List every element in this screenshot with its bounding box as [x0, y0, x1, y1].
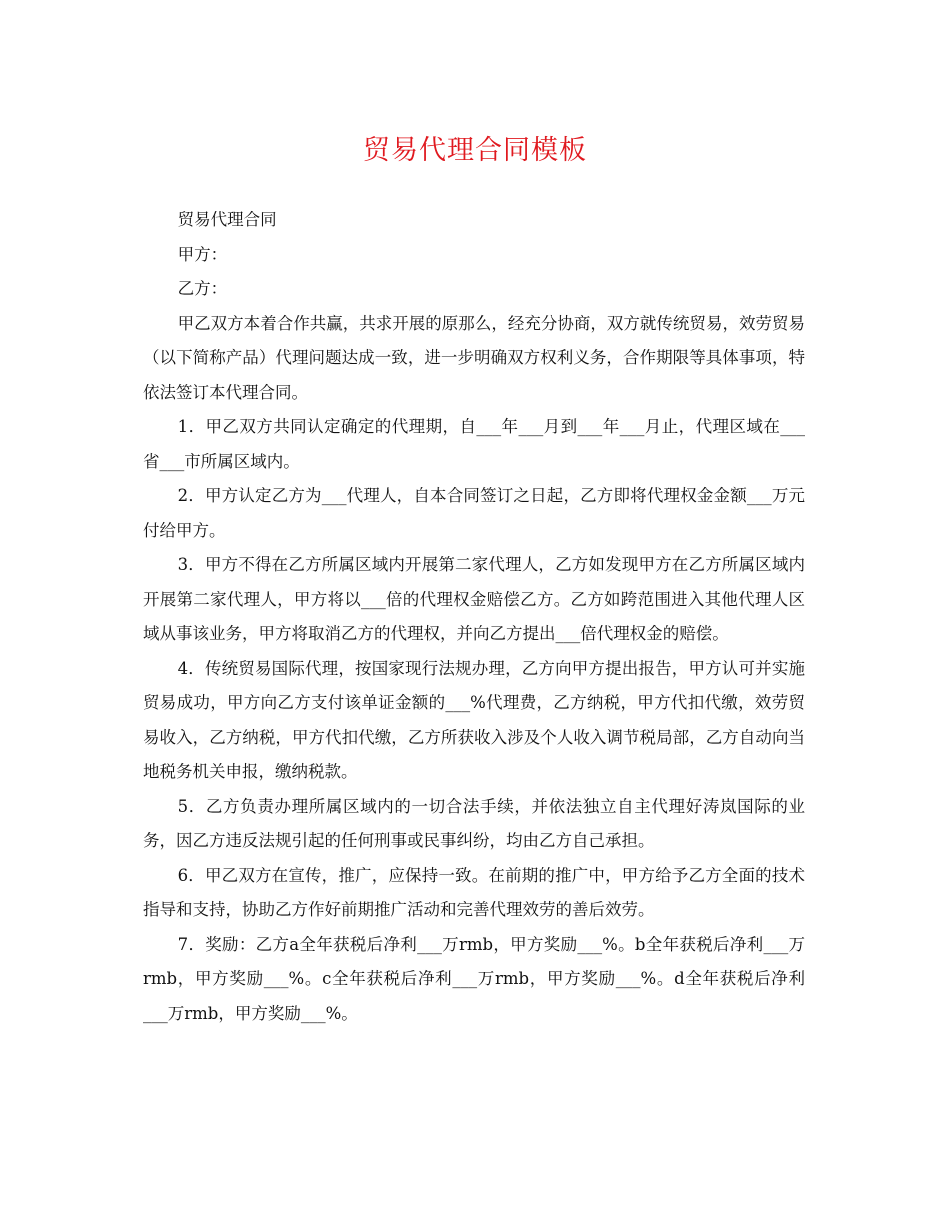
clause-7: 7．奖励：乙方a全年获税后净利___万rmb，甲方奖励___%。b全年获税后净利___万rmb，甲方奖励___%。c全年获税后净利___万rmb，甲方奖励___%。d全年获税后净利___万rmb，甲方奖励___%。	[143, 934, 805, 1023]
document-title: 贸易代理合同模板	[363, 135, 587, 166]
clause-1: 1．甲乙双方共同认定确定的代理期，自___年___月到___年___月止，代理区域在___省___市所属区域内。	[143, 417, 805, 471]
paragraph-party-b: 乙方：	[177, 279, 228, 298]
clause-3: 3．甲方不得在乙方所属区域内开展第二家代理人，乙方如发现甲方在乙方所属区域内开展第二家代理人，甲方将以___倍的代理权金赔偿乙方。乙方如跨范围进入其他代理人区域从事该业务，甲方将取消乙方的代理权，并向乙方提出___倍代理权金的赔偿。	[143, 555, 805, 643]
paragraph-contract-name: 贸易代理合同	[177, 210, 277, 229]
document-body	[143, 203, 805, 1031]
paragraph-preamble: 甲乙双方本着合作共赢，共求开展的原那么，经充分协商，双方就传统贸易，效劳贸易（以下简称产品）代理问题达成一致，进一步明确双方权利义务，合作期限等具体事项，特依法签订本代理合同。	[143, 313, 805, 402]
clause-4: 4．传统贸易国际代理，按国家现行法规办理，乙方向甲方提出报告，甲方认可并实施贸易成功，甲方向乙方支付该单证金额的___%代理费，乙方纳税，甲方代扣代缴，效劳贸易收入，乙方纳税，甲方代扣代缴，乙方所获收入涉及个人收入调节税局部，乙方自动向当地税务机关申报，缴纳税款。	[143, 658, 805, 781]
paragraph-party-a: 甲方：	[177, 244, 228, 264]
clause-5: 5．乙方负责办理所属区域内的一切合法手续，并依法独立自主代理好涛岚国际的业务，因乙方违反法规引起的任何刑事或民事纠纷，均由乙方自己承担。	[143, 796, 805, 850]
clause-6: 6．甲乙双方在宣传，推广，应保持一致。在前期的推广中，甲方给予乙方全面的技术指导和支持，协助乙方作好前期推广活动和完善代理效劳的善后效劳。	[143, 865, 805, 919]
clause-2: 2．甲方认定乙方为___代理人，自本合同签订之日起，乙方即将代理权金金额___万元付给甲方。	[143, 486, 805, 540]
